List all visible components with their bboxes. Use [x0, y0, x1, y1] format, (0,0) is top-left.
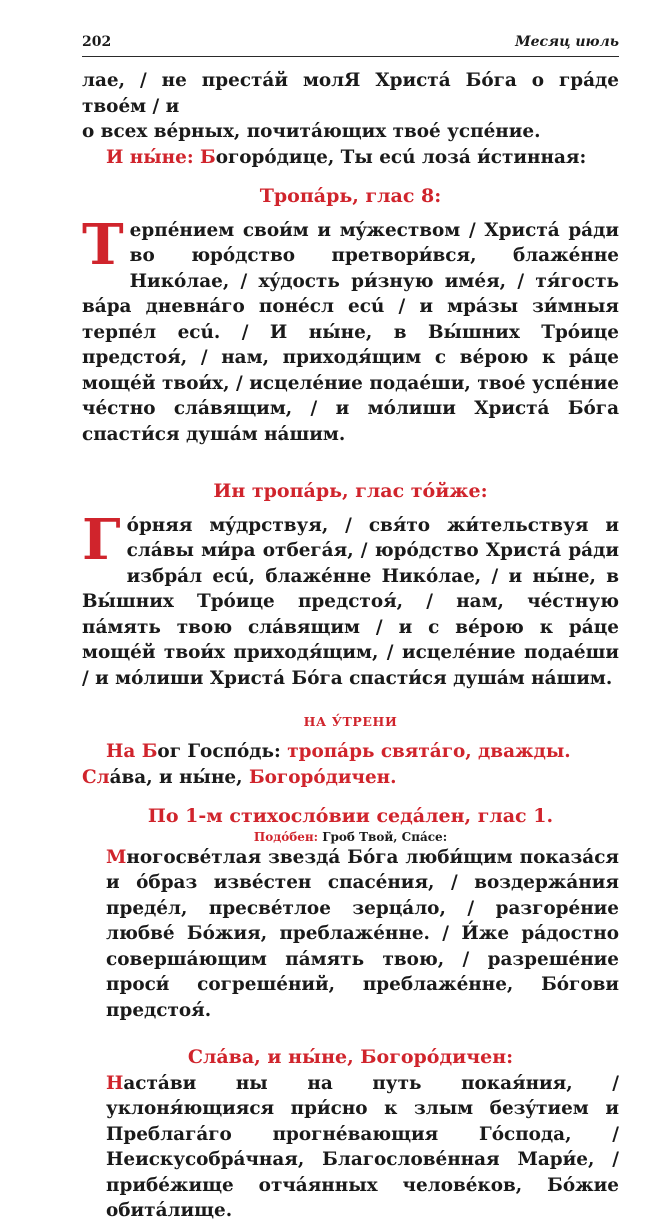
matins-line-1-red: тропáрь святáго, дважды. [287, 741, 571, 762]
troparion-1-text [82, 211, 619, 448]
podoben-label: Подóбен: [253, 829, 323, 844]
running-title: Месяц июль [515, 34, 619, 50]
matins-line-1-text: ог Госпóдь: [157, 741, 288, 762]
matins-heading: НА У́ТРЕНИ [303, 714, 398, 729]
podoben-line [82, 830, 619, 845]
podoben-text: Гроб Твой, Спáсе: [322, 829, 448, 844]
theotokion-heading: Слáва, и ны́не, Богорóдичен: [187, 1046, 514, 1068]
theotokion-initial: Н [106, 1072, 124, 1094]
matins-line-2-text: áва, и ны́не, [109, 766, 249, 788]
i-nyne-label: И ны́не: [106, 146, 201, 168]
i-nyne-text: огорóдице, Ты есú лозá и́стинная: [215, 146, 587, 168]
theotokion-text [82, 1071, 619, 1224]
troparion-1-heading: Тропáрь, глас 8: [259, 185, 442, 207]
dropcap-g: Г [82, 506, 121, 573]
page-content [82, 68, 619, 1224]
matins-line-2-red: Богорóдичен. [248, 766, 397, 788]
troparion-2-heading: Ин тропáрь, глас тóйже: [213, 480, 488, 502]
intro-line-1: лае, / не престáй молЯ Христá Бóга о грáде твоéм / и [82, 70, 619, 117]
matins-line-1-label: На Б [106, 741, 158, 762]
matins-line-1 [82, 739, 619, 765]
sedalen-body: ногосвéтлая звездá Бóга люби́щим показáся и óбраз извéстен спасéния, / воздержáния предéл, пресвéтлое зерцáло, / разгорéние любвé Бóжия, преблажéнне. / И́же рáдостно совершáющим пáмять твою, / разрешéние проси́ согрешéний, преблажéнне, Бóгови предстоя́. [106, 846, 619, 1021]
troparion-2-body: óрняя мýдрствуя, / свя́то жи́тельствуя и слáвы ми́ра отбегáя, / юрóдство Христá рáди избрáл есú, блажéнне Никóлае, / и ны́не, в Вы́шних Трóице предстоя́, / нам, чéстную пáмять твою слáвящим / и с вéрою к рáце мощéй твои́х приходя́щим, / исцелéние подаéши / и мóлиши Христá Бóга спасти́ся душáм нáшим. [82, 514, 619, 689]
matins-line-2 [82, 765, 619, 791]
sedalen-initial: М [106, 846, 127, 868]
sedalen-heading: По 1-м стихослóвии седáлен, глас 1. [147, 805, 554, 827]
i-nyne-initial: Б [200, 146, 216, 168]
page-number: 202 [82, 34, 112, 50]
theotokion-body: астáви ны на путь покая́ния, / уклоня́ющияся при́сно к злым безýтием и Преблагáго прогнéвающия Гóспода, / Неискусобрáчная, Благословéнная Мари́е, / прибéжище отчáянных человéков, Бóжие обитáлище. [106, 1072, 619, 1221]
sedalen-text [82, 845, 619, 1024]
page-header [82, 30, 619, 57]
matins-line-2-initial: Сл [82, 766, 110, 788]
intro-line-2: о всех вéрных, почитáющих твоé успéние. [82, 121, 541, 142]
i-nyne-line [82, 145, 619, 171]
dropcap-t: Т [82, 211, 124, 278]
troparion-2-text [82, 506, 619, 692]
troparion-1-body: ерпéнием свои́м и мýжеством / Христá рáди во юрóдство претвори́вся, блажéнне Никóлае, / хýдость ри́зную имéя, / тя́гость вáра дневнáго понéсл есú / и мрáзы зи́мныя терпéл есú. / И ны́не, в Вы́шних Трóице предстоя́, / нам, приходя́щим с вéрою к рáце мощéй твои́х, / исцелéние подаéши, твоé успéние чéстно слáвящим, / и мóлиши Христá Бóга спасти́ся душáм нáшим. [82, 219, 619, 445]
